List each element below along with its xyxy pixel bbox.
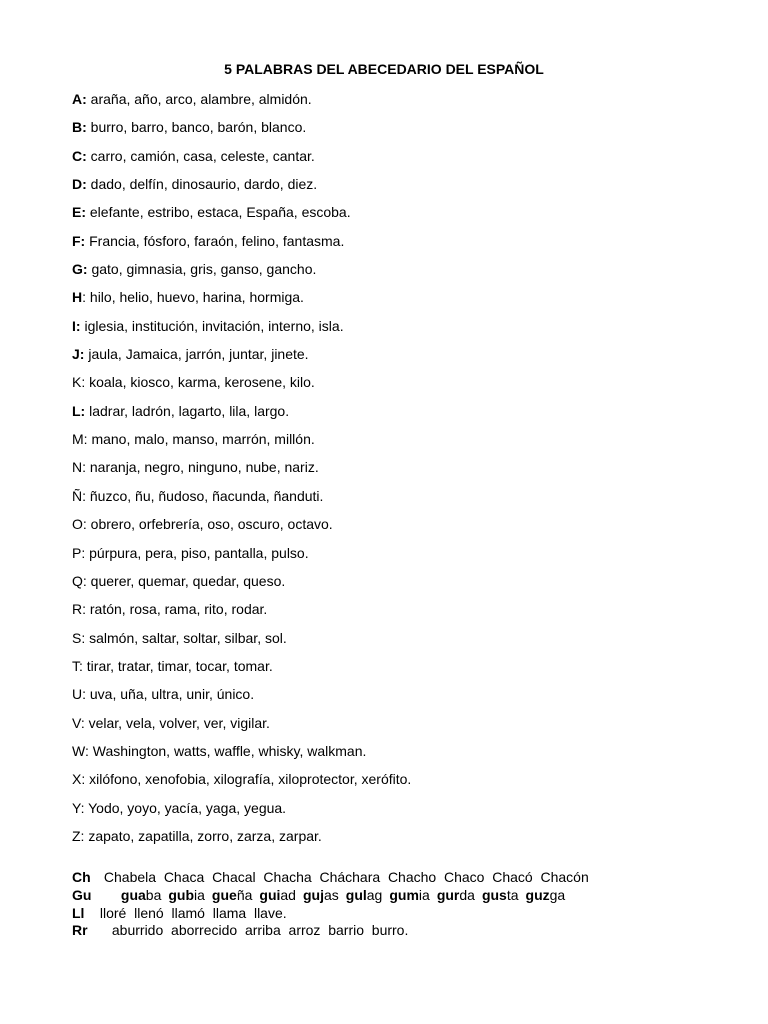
letter-row bbox=[72, 572, 411, 600]
letter-label: B: bbox=[72, 119, 87, 136]
letter-label: X: bbox=[72, 771, 86, 788]
letter-label: D: bbox=[72, 176, 87, 193]
letter-words: : hilo, helio, huevo, harina, hormiga. bbox=[82, 289, 304, 306]
digraph-words-rr: aburrido aborrecido arriba arroz barrio burro. bbox=[111, 922, 409, 939]
letter-row bbox=[72, 487, 411, 515]
letter-label: R: bbox=[72, 601, 86, 618]
letter-row bbox=[72, 345, 411, 373]
gu-word bbox=[482, 887, 519, 903]
letter-words: ladrar, ladrón, lagarto, lila, largo. bbox=[85, 402, 290, 419]
letter-label: T: bbox=[72, 657, 83, 674]
letter-label: P: bbox=[72, 544, 86, 561]
letter-row bbox=[72, 714, 411, 742]
digraph-label-rr: Rr bbox=[72, 922, 88, 939]
letter-words: zapato, zapatilla, zorro, zarza, zarpar. bbox=[84, 827, 322, 844]
letter-words: xilófono, xenofobia, xilografía, xiloprotector, xerófito. bbox=[85, 771, 412, 788]
letter-row bbox=[72, 175, 411, 203]
digraph-words-ll: lloré llenó llamó llama llave. bbox=[99, 904, 287, 921]
gu-word bbox=[259, 887, 296, 903]
digraph-label-ll: Ll bbox=[72, 904, 85, 921]
letter-label: V: bbox=[72, 714, 85, 731]
digraph-section bbox=[72, 869, 589, 940]
letter-label: L: bbox=[72, 402, 86, 419]
letter-row bbox=[72, 373, 411, 401]
letter-row bbox=[72, 232, 411, 260]
gu-word-rest: ba bbox=[145, 886, 162, 903]
alphabet-list bbox=[72, 90, 411, 855]
gu-word-bold: guj bbox=[302, 886, 324, 903]
letter-words: salmón, saltar, soltar, silbar, sol. bbox=[85, 629, 287, 646]
letter-words: Washington, watts, waffle, whisky, walkman. bbox=[88, 742, 367, 759]
letter-label: I: bbox=[72, 317, 81, 334]
letter-label: M: bbox=[72, 431, 88, 448]
letter-words: dado, delfín, dinosaurio, dardo, diez. bbox=[86, 176, 318, 193]
letter-words: obrero, orfebrería, oso, oscuro, octavo. bbox=[86, 516, 333, 533]
gu-word-rest: da bbox=[459, 886, 475, 903]
digraph-words-gu bbox=[121, 887, 565, 903]
gu-word bbox=[212, 887, 252, 903]
letter-words: burro, barro, banco, barón, blanco. bbox=[86, 119, 307, 136]
gu-word bbox=[303, 887, 339, 903]
letter-words: púrpura, pera, piso, pantalla, pulso. bbox=[85, 544, 309, 561]
letter-row bbox=[72, 402, 411, 430]
letter-words: naranja, negro, ninguno, nube, nariz. bbox=[86, 459, 319, 476]
letter-label: K: bbox=[72, 374, 86, 391]
letter-row bbox=[72, 544, 411, 572]
letter-row bbox=[72, 458, 411, 486]
letter-label: G: bbox=[72, 261, 88, 278]
gu-word bbox=[389, 887, 429, 903]
gu-word-bold: gub bbox=[168, 886, 195, 903]
letter-words: ratón, rosa, rama, rito, rodar. bbox=[86, 601, 268, 618]
letter-row bbox=[72, 770, 411, 798]
gu-word-bold: gus bbox=[481, 886, 507, 903]
page-title: 5 PALABRAS DEL ABECEDARIO DEL ESPAÑOL bbox=[224, 61, 544, 77]
letter-label: S: bbox=[72, 629, 86, 646]
digraph-row-rr bbox=[72, 922, 589, 940]
gu-word-rest: ad bbox=[280, 886, 296, 903]
letter-row bbox=[72, 203, 411, 231]
letter-label: W: bbox=[72, 742, 89, 759]
letter-label: F: bbox=[72, 232, 86, 249]
gu-word-bold: gua bbox=[120, 886, 146, 903]
letter-row bbox=[72, 147, 411, 175]
letter-label: Z: bbox=[72, 827, 85, 844]
letter-words: tirar, tratar, timar, tocar, tomar. bbox=[82, 657, 273, 674]
letter-label: H bbox=[72, 289, 83, 306]
letter-words: carro, camión, casa, celeste, cantar. bbox=[86, 147, 315, 164]
gu-word-bold: gui bbox=[259, 886, 281, 903]
letter-row bbox=[72, 827, 411, 855]
letter-row bbox=[72, 317, 411, 345]
letter-words: koala, kiosco, karma, kerosene, kilo. bbox=[85, 374, 315, 391]
letter-row bbox=[72, 742, 411, 770]
letter-label: Ñ: bbox=[72, 487, 86, 504]
letter-words: jaula, Jamaica, jarrón, juntar, jinete. bbox=[84, 346, 309, 363]
letter-row bbox=[72, 799, 411, 827]
gu-word-bold: gul bbox=[345, 886, 367, 903]
letter-row bbox=[72, 685, 411, 713]
letter-label: J: bbox=[72, 346, 85, 363]
letter-label: O: bbox=[72, 516, 87, 533]
letter-words: mano, malo, manso, marrón, millón. bbox=[87, 431, 315, 448]
letter-words: iglesia, institución, invitación, interno, isla. bbox=[80, 317, 344, 334]
digraph-words-ch: Chabela Chaca Chacal Chacha Cháchara Chacho Chaco Chacó Chacón bbox=[103, 869, 589, 885]
letter-words: Yodo, yoyo, yacía, yaga, yegua. bbox=[84, 799, 287, 816]
digraph-row-ll bbox=[72, 905, 589, 923]
gu-word bbox=[168, 887, 205, 903]
gu-word-rest: ag bbox=[366, 886, 383, 903]
letter-row bbox=[72, 515, 411, 543]
gu-word-rest: ta bbox=[506, 886, 519, 903]
letter-words: Francia, fósforo, faraón, felino, fantasma. bbox=[85, 232, 345, 249]
letter-row bbox=[72, 430, 411, 458]
letter-row bbox=[72, 260, 411, 288]
gu-word bbox=[526, 887, 566, 903]
gu-word-rest: ga bbox=[549, 886, 566, 903]
letter-words: araña, año, arco, alambre, almidón. bbox=[86, 91, 312, 107]
gu-word-bold: guz bbox=[525, 886, 550, 903]
digraph-row-gu bbox=[72, 887, 589, 905]
gu-word-rest: ña bbox=[236, 886, 253, 903]
gu-word-rest: as bbox=[323, 886, 339, 903]
letter-words: uva, uña, ultra, unir, único. bbox=[86, 686, 255, 703]
gu-word-bold: gur bbox=[436, 886, 460, 903]
letter-words: ñuzco, ñu, ñudoso, ñacunda, ñanduti. bbox=[86, 487, 324, 504]
letter-row bbox=[72, 288, 411, 316]
letter-row bbox=[72, 118, 411, 146]
letter-words: gato, gimnasia, gris, ganso, gancho. bbox=[87, 261, 317, 278]
gu-word-rest: ia bbox=[418, 886, 430, 903]
gu-word bbox=[437, 887, 475, 903]
gu-word-bold: gue bbox=[211, 886, 237, 903]
letter-label: Q: bbox=[72, 572, 87, 589]
digraph-row-ch bbox=[72, 869, 589, 887]
letter-words: elefante, estribo, estaca, España, escoba. bbox=[86, 204, 351, 221]
letter-label: N: bbox=[72, 459, 86, 476]
letter-row bbox=[72, 657, 411, 685]
letter-label: A: bbox=[72, 91, 87, 107]
gu-word bbox=[121, 887, 161, 903]
gu-word-bold: gum bbox=[389, 886, 419, 903]
gu-word-rest: ia bbox=[194, 886, 205, 903]
letter-words: querer, quemar, quedar, queso. bbox=[86, 572, 286, 589]
letter-label: Y: bbox=[72, 799, 85, 816]
letter-label: U: bbox=[72, 686, 86, 703]
digraph-label-gu: Gu bbox=[72, 886, 92, 903]
digraph-label-ch: Ch bbox=[72, 869, 91, 885]
letter-row bbox=[72, 90, 411, 118]
letter-label: E: bbox=[72, 204, 86, 221]
letter-row bbox=[72, 600, 411, 628]
gu-word bbox=[346, 887, 383, 903]
letter-row bbox=[72, 629, 411, 657]
letter-label: C: bbox=[72, 147, 87, 164]
letter-words: velar, vela, volver, ver, vigilar. bbox=[84, 714, 270, 731]
